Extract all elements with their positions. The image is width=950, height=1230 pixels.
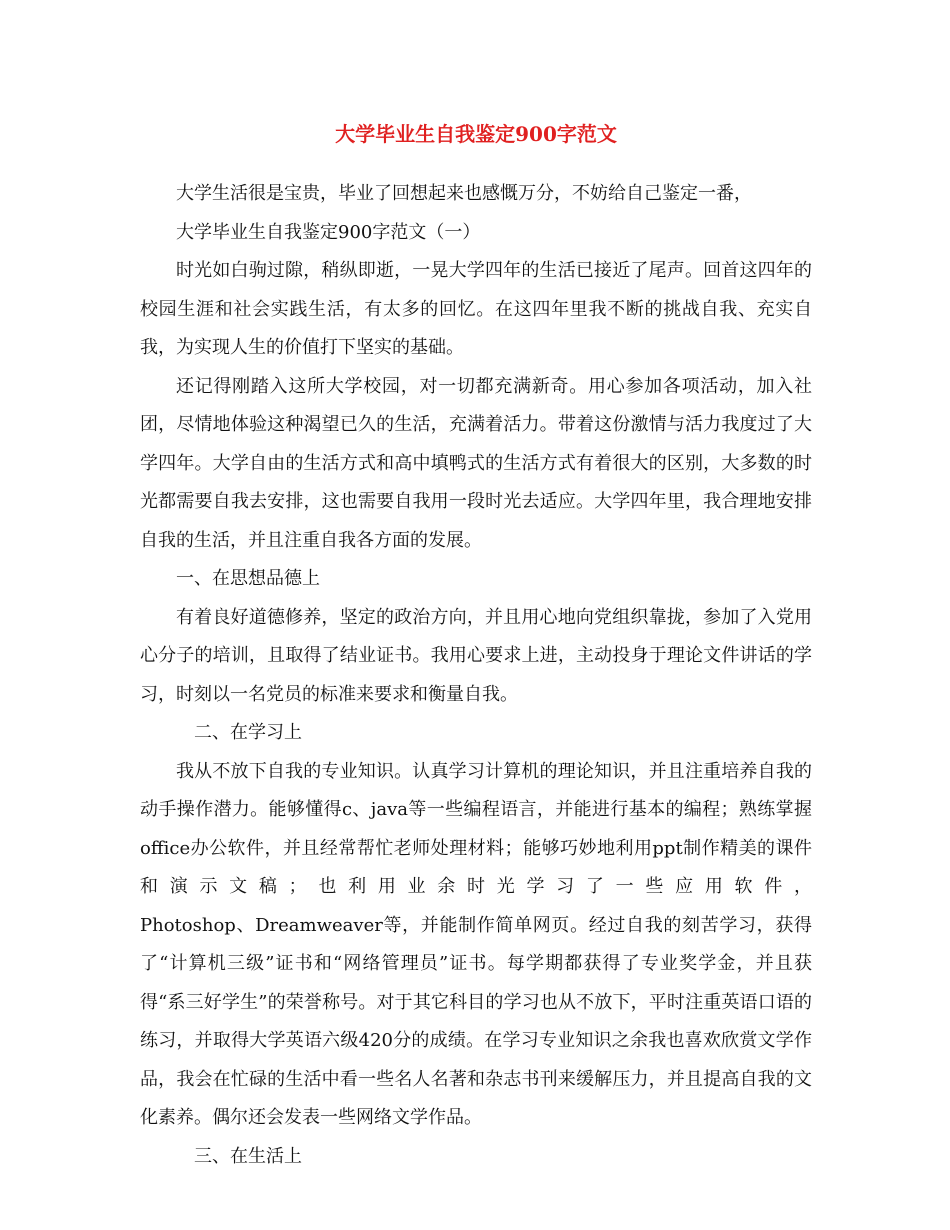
paragraph-study-part1: 我从不放下自我的专业知识。认真学习计算机的理论知识，并且注重培养自我的动手操作潜力。能够懂得c、java等一些编程语言，并能进行基本的编程；熟练掌握office办公软件，并且经常帮忙老师处理材料；能够巧妙地利用ppt制作精美的课件和演示文稿；也利用业余时光学习了一些应用软件，: [140, 760, 812, 897]
heading-life: 三、在生活上: [194, 1145, 302, 1167]
paragraph-study-part2: Photoshop、Dreamweaver等，并能制作简单网页。经过自我的刻苦学习，获得了“计算机三级”证书和“网络管理员”证书。每学期都获得了专业奖学金，并且获得“系三好学生”的荣誉称号。对于其它科目的学习也从不放下，平时注重英语口语的练习，并取得大学英语六级420分的成绩。在学习专业知识之余我也喜欢欣赏文学作品，我会在忙碌的生活中看一些名人名著和杂志书刊来缓解压力，并且提高自我的文化素养。偶尔还会发表一些网络文学作品。: [140, 914, 812, 1128]
section-subtitle: 大学毕业生自我鉴定900字范文（一）: [176, 221, 481, 243]
heading-study: 二、在学习上: [194, 722, 302, 743]
document-body: [140, 175, 812, 1176]
paragraph-time: 时光如白驹过隙，稍纵即逝，一晃大学四年的生活已接近了尾声。回首这四年的校园生涯和社会实践生活，有太多的回忆。在这四年里我不断的挑战自我、充实自我，为实现人生的价值打下坚实的基础。: [140, 260, 812, 358]
paragraph-campus: 还记得刚踏入这所大学校园，对一切都充满新奇。用心参加各项活动，加入社团，尽情地体验这种渴望已久的生活，充满着活力。带着这份激情与活力我度过了大学四年。大学自由的生活方式和高中填鸭式的生活方式有着很大的区别，大多数的时光都需要自我去安排，这也需要自我用一段时光去适应。大学四年里，我合理地安排自我的生活，并且注重自我各方面的发展。: [140, 375, 812, 551]
intro-paragraph: 大学生活很是宝贵，毕业了回想起来也感慨万分，不妨给自己鉴定一番，: [176, 183, 752, 204]
paragraph-ideology: 有着良好道德修养，坚定的政治方向，并且用心地向党组织靠拢，参加了入党用心分子的培训，且取得了结业证书。我用心要求上进，主动投身于理论文件讲话的学习，时刻以一名党员的标准来要求和衡量自我。: [140, 606, 812, 705]
document-title: 大学毕业生自我鉴定900字范文: [335, 122, 617, 146]
heading-ideology: 一、在思想品德上: [176, 568, 320, 589]
